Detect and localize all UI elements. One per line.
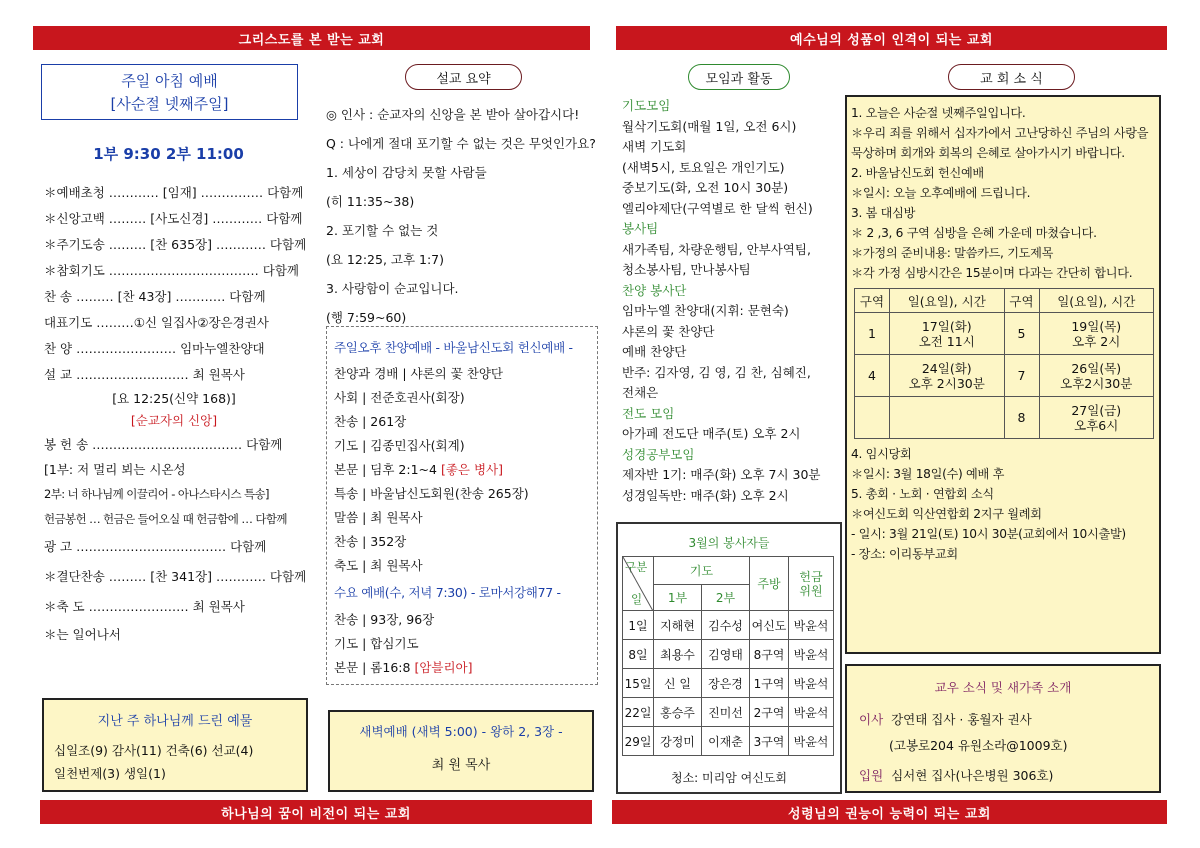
activity-item: 제자반 1기: 매주(화) 오후 7시 30분 <box>622 467 821 482</box>
summary-line: 3. 사랑함이 순교입니다. <box>326 281 459 296</box>
volunteer-cell: 3구역 <box>750 727 789 756</box>
cleaning-note <box>618 769 840 786</box>
wednesday-text <box>334 656 596 680</box>
volunteer-cell: 박윤석 <box>789 611 834 640</box>
activities-list <box>622 96 837 506</box>
visit-cell <box>855 313 890 355</box>
news-line: 묵상하며 회개와 회복의 은혜로 살아가시기 바랍니다. <box>851 146 1125 160</box>
service-title: 주일 아침 예배 <box>121 72 218 90</box>
sermon-summary-pill: 설교 요약 <box>405 64 522 90</box>
volunteer-cell: 15일 <box>623 669 654 698</box>
volunteer-cell: 1일 <box>623 611 654 640</box>
sermon-title: [순교자의 신앙] <box>130 413 218 428</box>
volunteer-cell: 2구역 <box>750 698 789 727</box>
visit-cell <box>1039 397 1154 439</box>
news-line: 1. 오늘은 사순절 넷째주일입니다. <box>851 106 1026 120</box>
volunteers-title: 3월의 봉사자들 <box>688 536 770 550</box>
volunteer-cell: 박윤석 <box>789 727 834 756</box>
visit-cell-text: 오전 11시 <box>918 333 975 349</box>
afternoon-line: 말씀 | 최 원목사 <box>334 510 423 525</box>
news-line: ＊우리 죄를 위해서 십자가에서 고난당하신 주님의 사랑을 <box>851 126 1149 140</box>
visit-header: 일(요일), 시간 <box>890 289 1005 313</box>
dawn-preacher: 최 원 목사 <box>431 758 491 773</box>
order-item: 광 고 ……………………………… 다함께 <box>44 539 267 554</box>
news-line: ＊ 2 ,3, 6 구역 심방을 은혜 가운데 마쳤습니다. <box>851 226 1097 240</box>
service-title-box <box>41 64 298 120</box>
offering-line: 십일조(9) 감사(11) 건축(6) 선교(4) <box>54 743 254 758</box>
wednesday-line: 찬송 | 93장, 96장 <box>334 612 435 627</box>
bottom-right-banner: 성령님의 권능이 능력이 되는 교회 <box>612 800 1167 824</box>
header-part1: 1부 <box>654 585 702 611</box>
volunteer-cell: 박윤석 <box>789 669 834 698</box>
order-item: ＊축 도 …………………… 최 원목사 <box>44 599 245 614</box>
afternoon-line: 찬양과 경배 | 샤론의 꽃 찬양단 <box>334 366 503 381</box>
summary-line: ◎ 인사 : 순교자의 신앙을 본 받아 살아갑시다! <box>326 107 580 122</box>
offering-line: 일천번제(3) 생일(1) <box>54 766 166 781</box>
members-move <box>859 710 1159 728</box>
volunteer-row <box>623 640 834 669</box>
volunteers-table <box>622 556 834 756</box>
volunteer-cell: 8일 <box>623 640 654 669</box>
service-times: 1부 9:30 2부 11:00 <box>93 145 244 163</box>
wednesday-title: 수요 예배(수, 저녁 7:30) - 로마서강해77 - <box>334 585 561 600</box>
activity-heading: 전도 모임 <box>622 405 675 421</box>
order-item: 찬 양 …………………… 임마누엘찬양대 <box>44 341 265 356</box>
visit-cell-text: 17일(화) <box>921 318 972 334</box>
visit-cell-text: 19일(목) <box>1071 318 1122 334</box>
top-left-banner: 그리스도를 본 받는 교회 <box>33 26 590 50</box>
offering-title: 지난 주 하나님께 드린 예물 <box>97 714 253 729</box>
volunteer-cell: 1구역 <box>750 669 789 698</box>
volunteer-cell: 지해현 <box>654 611 702 640</box>
visit-cell-text: 오후 2시 <box>1072 333 1121 349</box>
order-item: ＊참회기도 ……………………………… 다함께 <box>44 263 299 278</box>
summary-line: (행 7:59~60) <box>326 310 407 325</box>
order-item: 설 교 ……………………… 최 원목사 <box>44 367 245 382</box>
activity-item: 새가족팀, 차량운행팀, 안부사역팀, <box>622 241 811 257</box>
dawn-box <box>328 710 594 792</box>
activity-heading: 봉사팀 <box>622 221 659 236</box>
volunteer-cell: 신 일 <box>654 669 702 698</box>
members-hospital <box>859 766 1159 784</box>
sermon-reference: [요 12:25(신약 168)] <box>112 391 236 406</box>
news-line: ＊일시: 오늘 오후예배에 드립니다. <box>851 186 1031 200</box>
visit-row <box>855 313 1154 355</box>
header-prayer: 기도 <box>654 557 750 585</box>
sermon-summary <box>326 100 596 332</box>
dawn-title: 새벽예배 (새벽 5:00) - 왕하 2, 3장 - <box>359 724 563 739</box>
activities-pill: 모임과 활동 <box>688 64 790 90</box>
visit-table <box>854 288 1154 439</box>
visit-cell-text: 1 <box>868 326 876 341</box>
order-item: ＊신앙고백 ……… [사도신경] ………… 다함께 <box>44 211 303 226</box>
order-of-worship <box>44 180 307 648</box>
summary-line: 1. 세상이 감당치 못할 사람들 <box>326 165 487 180</box>
volunteer-cell: 이재춘 <box>702 727 750 756</box>
activity-item: 샤론의 꽃 찬양단 <box>622 323 715 339</box>
news-line: - 일시: 3월 21일(토) 10시 30분(교회에서 10시출발) <box>851 527 1126 541</box>
visit-cell <box>1004 397 1039 439</box>
visit-cell-text: 7 <box>1017 368 1026 383</box>
volunteer-cell: 여신도 <box>750 611 789 640</box>
visit-cell-text: 26일(목) <box>1071 360 1122 376</box>
afternoon-line: 기도 | 김종민집사(회계) <box>334 438 465 453</box>
visit-cell <box>890 355 1005 397</box>
order-item: 2부: 너 하나님께 이끌리어 - 아나스타시스 특송] <box>44 487 269 501</box>
visit-cell-text: 24일(화) <box>921 360 972 376</box>
news-line: ＊여신도회 익산연합회 2지구 월례회 <box>851 507 1042 521</box>
hospital-text: 심서현 집사(나은병원 306호) <box>891 768 1054 783</box>
order-item: ＊주기도송 ……… [찬 635장] ………… 다함께 <box>44 237 307 252</box>
afternoon-service <box>334 334 596 680</box>
activity-heading: 성경공부모임 <box>622 446 695 462</box>
visit-cell-text: 오후6시 <box>1074 417 1119 433</box>
news-line: 5. 총회 · 노회 · 연합회 소식 <box>851 487 994 501</box>
visit-cell <box>890 397 1005 439</box>
order-item: 헌금봉헌 … 헌금은 들어오실 때 헌금함에 … 다함께 <box>44 512 287 526</box>
visit-cell-text: 27일(금) <box>1071 402 1122 418</box>
news-line: ＊일시: 3월 18일(수) 예배 후 <box>851 467 1005 481</box>
volunteer-cell: 김영태 <box>702 640 750 669</box>
header-kitchen: 주방 <box>750 557 789 611</box>
visit-cell <box>1039 313 1154 355</box>
members-title: 교우 소식 및 새가족 소개 <box>934 680 1072 695</box>
hospital-label: 입원 <box>859 768 884 783</box>
afternoon-text-title: [좋은 병사] <box>440 462 503 477</box>
volunteer-cell: 박윤석 <box>789 640 834 669</box>
wednesday-line: 기도 | 합심기도 <box>334 636 419 651</box>
activity-heading: 찬양 봉사단 <box>622 282 687 298</box>
activity-item: 아가페 전도단 매주(토) 오후 2시 <box>622 426 801 441</box>
move-label: 이사 <box>859 712 884 727</box>
news-line: 2. 바울남신도회 헌신예배 <box>851 166 984 180</box>
visit-cell-text: 5 <box>1017 326 1026 341</box>
volunteer-row <box>623 669 834 698</box>
activity-item: 청소봉사팀, 만나봉사팀 <box>622 262 751 277</box>
activity-item: 엘리야제단(구역별로 한 달씩 헌신) <box>622 200 813 216</box>
volunteer-cell: 김수성 <box>702 611 750 640</box>
summary-line: (히 11:35~38) <box>326 194 415 209</box>
cleaning-text: 청소: 미리암 여신도회 <box>670 771 787 785</box>
visit-cell-text: 오후 2시30분 <box>908 375 985 391</box>
visit-header: 일(요일), 시간 <box>1039 289 1154 313</box>
news-list-2 <box>851 444 1157 564</box>
volunteer-cell: 홍승주 <box>654 698 702 727</box>
wednesday-text-label: 본문 | 롬16:8 <box>334 660 415 675</box>
volunteer-cell: 박윤석 <box>789 698 834 727</box>
visit-cell <box>1004 355 1039 397</box>
volunteer-row <box>623 698 834 727</box>
visit-cell-text: 4 <box>868 368 876 383</box>
activity-item: (새벽5시, 토요일은 개인기도) <box>622 159 785 175</box>
wednesday-text-title: [암블리아] <box>414 660 473 675</box>
visit-cell-text: 오후2시30분 <box>1060 375 1133 391</box>
visit-cell <box>890 313 1005 355</box>
volunteer-row <box>623 727 834 756</box>
news-pill: 교 회 소 식 <box>948 64 1075 90</box>
afternoon-text-label: 본문 | 딤후 2:1~4 <box>334 462 441 477</box>
news-line: - 장소: 이리동부교회 <box>851 547 958 561</box>
volunteers-box <box>616 522 842 794</box>
activity-item: 예배 찬양단 <box>622 344 687 359</box>
service-subtitle: [사순절 넷째주일] <box>110 95 229 113</box>
order-item: ＊예배초청 ………… [임재] …………… 다함께 <box>44 185 304 200</box>
visit-row <box>855 355 1154 397</box>
header-gubun-label: 구분 <box>625 560 648 574</box>
activity-heading: 기도모임 <box>622 98 671 113</box>
visit-cell <box>855 355 890 397</box>
activity-item: 새벽 기도회 <box>622 139 687 154</box>
visit-header: 구역 <box>1004 289 1039 313</box>
order-item: ＊는 일어나서 <box>44 627 121 642</box>
order-item: [1부: 저 멀리 뵈는 시온성 <box>44 462 186 477</box>
activity-item: 전채은 <box>622 385 659 400</box>
news-line: 4. 임시당회 <box>851 447 912 461</box>
activity-item: 임마누엘 찬양대(지휘: 문현숙) <box>622 303 789 318</box>
news-box <box>845 95 1161 654</box>
activity-item: 반주: 김자영, 김 영, 김 찬, 심혜진, <box>622 364 811 380</box>
summary-line: Q : 나에게 절대 포기할 수 없는 것은 무엇인가요? <box>326 136 596 151</box>
news-line: 3. 봄 대심방 <box>851 206 916 220</box>
afternoon-line: 찬송 | 261장 <box>334 414 407 429</box>
visit-header: 구역 <box>855 289 890 313</box>
afternoon-text <box>334 458 596 482</box>
afternoon-line: 축도 | 최 원목사 <box>334 558 423 573</box>
visit-cell <box>855 397 890 439</box>
move-text: 강연태 집사 · 홍월자 권사 <box>891 712 1032 727</box>
volunteer-cell: 강정미 <box>654 727 702 756</box>
summary-line: (요 12:25, 고후 1:7) <box>326 252 445 267</box>
visit-cell <box>1039 355 1154 397</box>
header-day-label: 일 <box>631 592 643 606</box>
volunteer-cell: 장은경 <box>702 669 750 698</box>
volunteer-cell: 22일 <box>623 698 654 727</box>
order-item: 대표기도 ………①신 일집사②장은경권사 <box>44 315 269 330</box>
order-item: 봉 헌 송 ……………………………… 다함께 <box>44 437 283 452</box>
afternoon-line: 찬송 | 352장 <box>334 534 407 549</box>
volunteer-cell: 최용수 <box>654 640 702 669</box>
order-item: 찬 송 ……… [찬 43장] ………… 다함께 <box>44 289 266 304</box>
volunteer-cell: 진미선 <box>702 698 750 727</box>
bottom-left-banner: 하나님의 꿈이 비전이 되는 교회 <box>40 800 592 824</box>
visit-row <box>855 397 1154 439</box>
afternoon-line: 사회 | 전준호권사(회장) <box>334 390 465 405</box>
header-offering: 헌금 위원 <box>789 557 834 611</box>
header-gubun <box>623 557 654 611</box>
visit-cell <box>1004 313 1039 355</box>
activity-item: 성경일독반: 매주(화) 오후 2시 <box>622 487 789 503</box>
volunteer-cell: 8구역 <box>750 640 789 669</box>
news-list <box>851 103 1157 283</box>
news-line: ＊각 가정 심방시간은 15분이며 다과는 간단히 합니다. <box>851 266 1133 280</box>
summary-line: 2. 포기할 수 없는 것 <box>326 223 439 238</box>
move-address: (고봉로204 유원소라@1009호) <box>889 738 1068 753</box>
top-right-banner: 예수님의 성품이 인격이 되는 교회 <box>616 26 1167 50</box>
activity-item: 중보기도(화, 오전 10시 30분) <box>622 180 789 195</box>
afternoon-title: 주일오후 찬양예배 - 바울남신도회 헌신예배 - <box>334 340 573 355</box>
offering-box <box>42 698 308 792</box>
volunteer-row <box>623 611 834 640</box>
volunteer-cell: 29일 <box>623 727 654 756</box>
visit-cell-text: 8 <box>1017 410 1026 425</box>
news-line: ＊가정의 준비내용: 말씀카드, 기도제목 <box>851 246 1054 260</box>
members-box <box>845 664 1161 793</box>
header-part2: 2부 <box>702 585 750 611</box>
afternoon-line: 특송 | 바울남신도회원(찬송 265장) <box>334 486 529 501</box>
order-item: ＊결단찬송 ……… [찬 341장] ………… 다함께 <box>44 569 307 584</box>
activity-item: 월삭기도회(매월 1일, 오전 6시) <box>622 118 797 134</box>
